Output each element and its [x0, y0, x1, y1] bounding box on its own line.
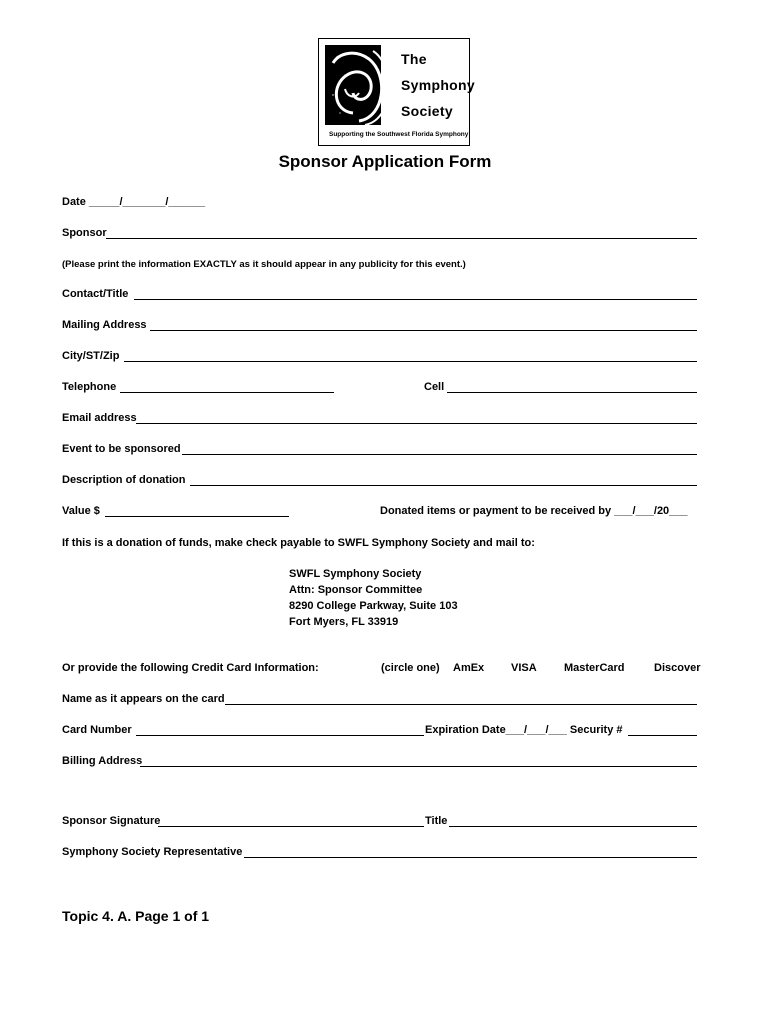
- card-option-discover[interactable]: Discover: [654, 662, 701, 674]
- address-line-1: SWFL Symphony Society: [289, 568, 422, 580]
- logo-word-symphony: Symphony: [401, 77, 475, 93]
- sponsor-label: Sponsor: [62, 227, 107, 239]
- card-name-label: Name as it appears on the card: [62, 693, 225, 705]
- address-line-3: 8290 College Parkway, Suite 103: [289, 600, 458, 612]
- contact-title-label: Contact/Title: [62, 288, 129, 300]
- logo-word-the: The: [401, 51, 427, 67]
- card-number-input-line[interactable]: [136, 735, 424, 736]
- billing-address-input-line[interactable]: [140, 766, 697, 767]
- telephone-label: Telephone: [62, 381, 117, 393]
- contact-title-input-line[interactable]: [134, 299, 697, 300]
- representative-input-line[interactable]: [244, 857, 697, 858]
- mailing-address-label: Mailing Address: [62, 319, 147, 331]
- email-input-line[interactable]: [136, 423, 697, 424]
- signature-title-label: Title: [425, 815, 448, 827]
- logo-tagline: Supporting the Southwest Florida Symphony: [329, 131, 469, 138]
- card-name-input-line[interactable]: [225, 704, 697, 705]
- page-footer: Topic 4. A. Page 1 of 1: [62, 908, 210, 924]
- sponsor-input-line[interactable]: [106, 238, 697, 239]
- description-input-line[interactable]: [190, 485, 697, 486]
- value-input-line[interactable]: [105, 516, 289, 517]
- form-title: Sponsor Application Form: [278, 152, 492, 171]
- telephone-input-line[interactable]: [120, 392, 334, 393]
- swirl-logo-icon: [325, 45, 387, 127]
- circle-one-label: (circle one): [381, 662, 440, 674]
- expiration-security-label: Expiration Date___/___/___ Security #: [425, 724, 623, 736]
- card-option-visa[interactable]: VISA: [511, 662, 537, 674]
- mailing-address-input-line[interactable]: [150, 330, 697, 331]
- representative-label: Symphony Society Representative: [62, 846, 243, 858]
- symphony-society-logo: [318, 38, 475, 146]
- event-label: Event to be sponsored: [62, 443, 181, 455]
- billing-address-label: Billing Address: [62, 755, 143, 767]
- cell-input-line[interactable]: [447, 392, 697, 393]
- email-label: Email address: [62, 412, 137, 424]
- sponsor-signature-label: Sponsor Signature: [62, 815, 161, 827]
- address-line-2: Attn: Sponsor Committee: [289, 584, 423, 596]
- credit-card-label: Or provide the following Credit Card Information:: [62, 662, 319, 674]
- logo-word-society: Society: [401, 103, 453, 119]
- card-number-label: Card Number: [62, 724, 132, 736]
- value-label: Value $: [62, 505, 100, 517]
- security-code-input-line[interactable]: [628, 735, 697, 736]
- card-option-mastercard[interactable]: MasterCard: [564, 662, 625, 674]
- card-option-amex[interactable]: AmEx: [453, 662, 485, 674]
- cell-label: Cell: [424, 381, 445, 393]
- city-st-zip-label: City/ST/Zip: [62, 350, 120, 362]
- publicity-note: (Please print the information EXACTLY as it should appear in any publicity for this event.): [62, 259, 466, 270]
- donated-by-field[interactable]: Donated items or payment to be received by ___/___/20___: [380, 505, 688, 517]
- date-field[interactable]: Date _____/_______/______: [62, 196, 206, 208]
- description-label: Description of donation: [62, 474, 186, 486]
- check-note: If this is a donation of funds, make check payable to SWFL Symphony Society and mail to:: [62, 537, 535, 549]
- sponsor-signature-input-line[interactable]: [158, 826, 424, 827]
- signature-title-input-line[interactable]: [449, 826, 697, 827]
- event-input-line[interactable]: [182, 454, 697, 455]
- city-st-zip-input-line[interactable]: [124, 361, 697, 362]
- address-line-4: Fort Myers, FL 33919: [289, 616, 399, 628]
